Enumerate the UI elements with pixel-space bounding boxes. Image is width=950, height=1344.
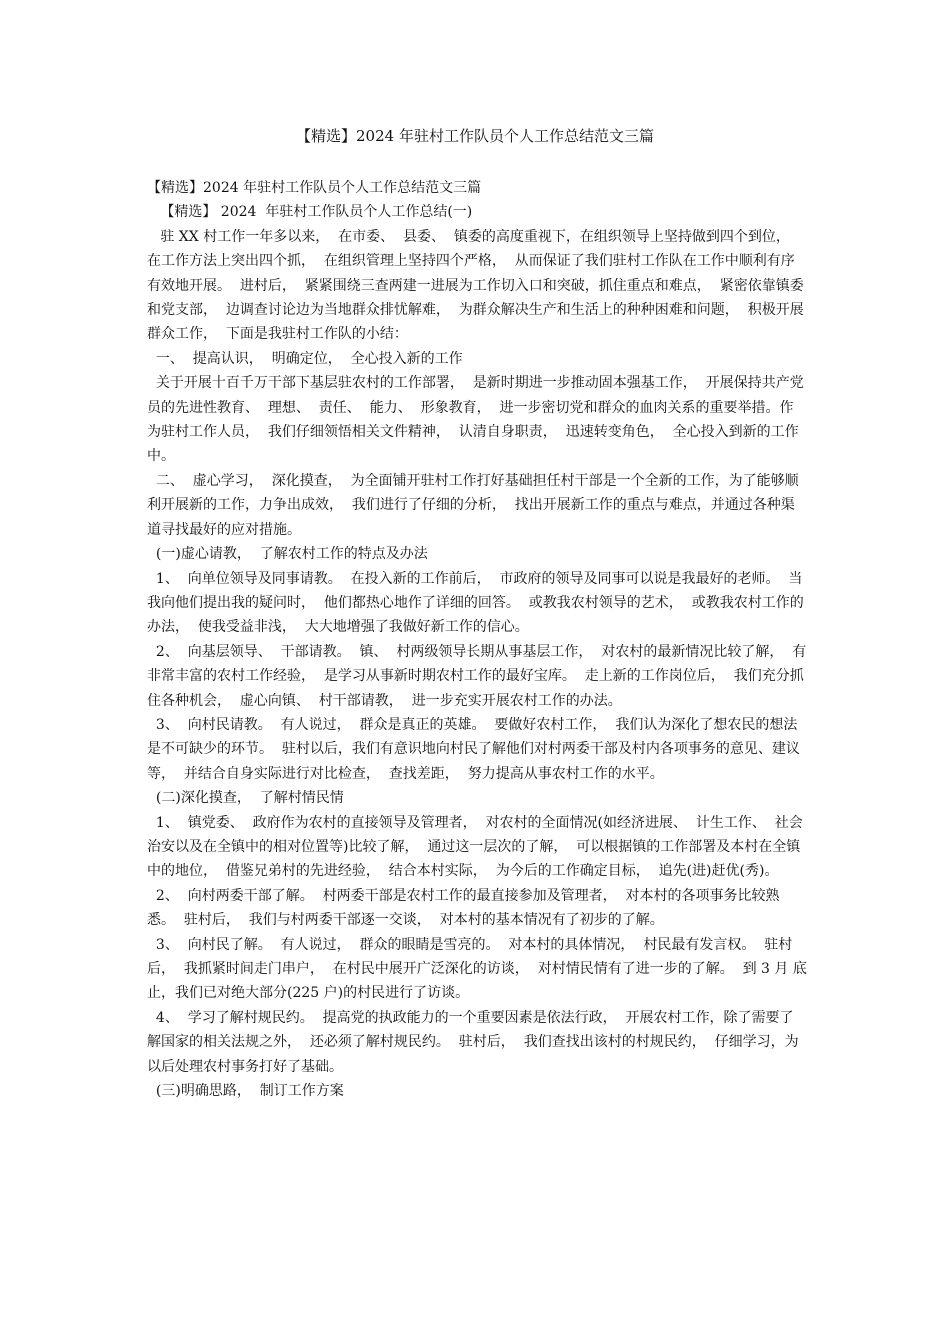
paragraph: 3、 向村民了解。 有人说过， 群众的眼睛是雪亮的。 对本村的具体情况， 村民最有发言权。 驻村后， 我抓紧时间走门串户， 在村民中展开广泛深化的访谈， 对村情民情有了进一步的了解。 到 3 月 底止，我们已对绝大部分(225 户)的村民进行了访谈。 (147, 936, 807, 1002)
document-title: 【精选】2024 年驻村工作队员个人工作总结范文三篇 (296, 127, 654, 145)
document-body (147, 176, 807, 1103)
paragraph: 1、 向单位领导及同事请教。 在投入新的工作前后， 市政府的领导及同事可以说是我最好的老师。 当我向他们提出我的疑问时， 他们都热心地作了详细的回答。 或教我农村领导的艺术， 或教我农村工作的办法， 使我受益非浅， 大大地增强了我做好新工作的信心。 (147, 570, 804, 636)
subsection-heading: (二)深化摸查， 了解村情民情 (147, 790, 344, 807)
paragraph: 【精选】2024 年驻村工作队员个人工作总结范文三篇 (147, 180, 482, 196)
paragraph: 2、 向村两委干部了解。 村两委干部是农村工作的最直接参加及管理者， 对本村的各项事务比较熟悉。 驻村后， 我们与村两委干部逐一交谈， 对本村的基本情况有了初步的了解。 (147, 887, 780, 929)
subsection-heading: (三)明确思路， 制订工作方案 (147, 1083, 344, 1100)
paragraph: 关于开展十百千万干部下基层驻农村的工作部署， 是新时期进一步推动固本强基工作， 开展保持共产党员的先进性教育、 理想、 责任、 能力、 形象教育， 进一步密切党和群众的血肉关系的重要举措。作为驻村工作人员， 我们仔细领悟相关文件精神， 认清自身职责， 迅速转变角色， 全心投入到新的工作中。 (147, 375, 804, 465)
paragraph: 2、 向基层领导、 干部请教。 镇、 村两级领导长期从事基层工作， 对农村的最新情况比较了解， 有非常丰富的农村工作经验， 是学习从事新时期农村工作的最好宝库。 走上新的工作岗位后， 我们充分抓住各种机会， 虚心向镇、 村干部请教， 进一步充实开展农村工作的办法。 (147, 643, 807, 709)
paragraph: 1、 镇党委、 政府作为农村的直接领导及管理者， 对农村的全面情况(如经济进展、 计生工作、 社会治安以及在全镇中的相对位置等)比较了解， 通过这一层次的了解， 可以根据镇的工作部署及本村在全镇中的地位， 借鉴兄弟村的先进经验， 结合本村实际， 为今后的工作确定目标， 追先(进)赶优(秀)。 (147, 814, 803, 880)
paragraph: 二、 虚心学习， 深化摸查， 为全面铺开驻村工作打好基础担任村干部是一个全新的工作，为了能够顺利开展新的工作，力争出成效， 我们进行了仔细的分析， 找出开展新工作的重点与难点，并通过各种渠道寻找最好的应对措施。 (147, 472, 799, 538)
paragraph: 4、 学习了解村规民约。 提高党的执政能力的一个重要因素是依法行政， 开展农村工作，除了需要了解国家的相关法规之外， 还必须了解村规民约。 驻村后， 我们查找出该村的村规民约， 仔细学习，为以后处理农村事务打好了基础。 (147, 1009, 799, 1075)
section-heading: 一、 提高认识， 明确定位， 全心投入新的工作 (147, 350, 463, 367)
paragraph: 【精选】 2024 年驻村工作队员个人工作总结(一) (147, 204, 473, 221)
paragraph: 驻 XX 村工作一年多以来， 在市委、 县委、 镇委的高度重视下，在组织领导上坚持做到四个到位， 在工作方法上突出四个抓， 在组织管理上坚持四个严格， 从而保证了我们驻村工作队在工作中顺利有序有效地开展。 进村后， 紧紧围绕三查两建一进展为工作切入口和突破，抓住重点和难点， 紧密依靠镇委和党支部， 边调查讨论边为当地群众排忧解难， 为群众解决生产和生活上的种种困难和问题， 积极开展群众工作， 下面是我驻村工作队的小结： (147, 228, 804, 343)
subsection-heading: (一)虚心请教， 了解农村工作的特点及办法 (147, 546, 428, 563)
paragraph: 3、 向村民请教。 有人说过， 群众是真正的英雄。 要做好农村工作， 我们认为深化了想农民的想法是不可缺少的环节。 驻村以后，我们有意识地向村民了解他们对村两委干部及村内各项事务的意见、建议等， 并结合自身实际进行对比检查， 查找差距， 努力提高从事农村工作的水平。 (147, 716, 800, 782)
